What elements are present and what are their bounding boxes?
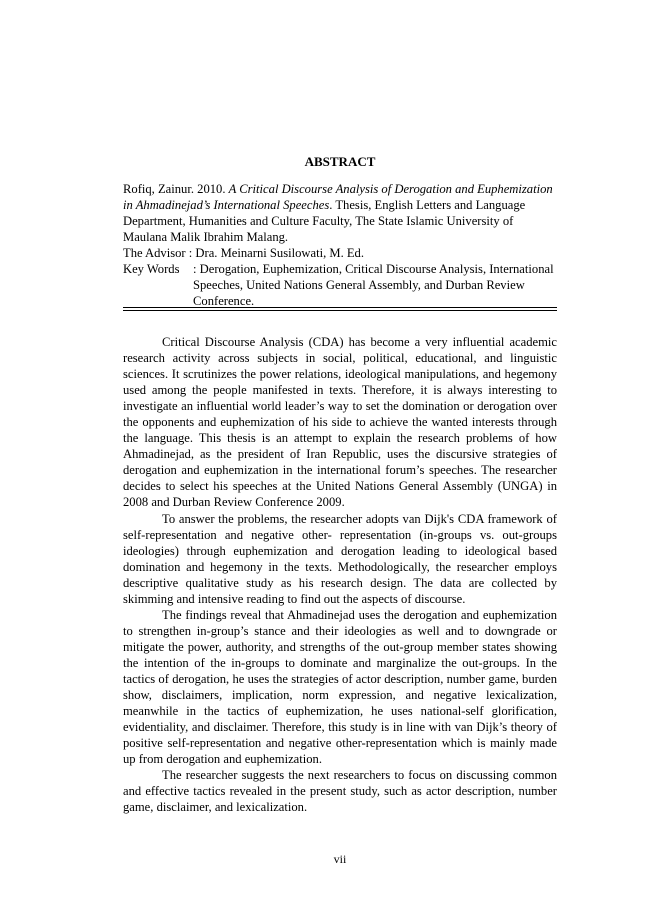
abstract-paragraph: To answer the problems, the researcher adopts van Dijk's CDA framework of self-representation and negative other- representation (in-groups vs. out-groups ideologies) through euphemization and derogation leading to ideological based domination and hegemony in the texts. Methodologically, the researcher employs descriptive qualitative study as his research design. The data are collected by skimming and intensive reading to find out the aspects of discourse. [123,511,557,606]
abstract-body [123,334,557,815]
keywords-label: Key Words [123,262,180,276]
divider-rule-top [123,307,557,308]
citation-details: . Thesis, English Letters and Language Department, Humanities and Culture Faculty, The State Islamic University of Maulana Malik Ibrahim Malang. [123,198,526,244]
citation-author-year: Rofiq, Zainur. 2010. [123,182,229,196]
abstract-title: ABSTRACT [304,154,376,169]
keywords-row [123,261,557,309]
citation-block [123,181,557,309]
citation-advisor: The Advisor : Dra. Meinarni Susilowati, M. Ed. [123,246,365,260]
abstract-paragraph: Critical Discourse Analysis (CDA) has become a very influential academic research activity across subjects in social, political, educational, and linguistic sciences. It scrutinizes the power relations, ideological manipulations, and hegemony used among the people manifested in texts. Therefore, it is always interesting to investigate an influential world leader’s way to set the domination or derogation over the opponents and euphemization of his side to achieve the wanted interests through the language. This thesis is an attempt to explain the research problems of how Ahmadinejad, as the president of Iran Republic, uses the discursive strategies of derogation and euphemization in the international forum’s speeches. The researcher decides to select his speeches at the United Nations General Assembly (UNGA) in 2008 and Durban Review Conference 2009. [123,335,557,510]
citation-reference [123,181,557,245]
keywords-text: : Derogation, Euphemization, Critical Discourse Analysis, International Speeches, United Nations General Assembly, and Durban Review Conference. [193,262,554,308]
divider-rule-bottom [123,310,557,311]
page-number: vii [333,852,347,866]
abstract-paragraph: The researcher suggests the next researchers to focus on discussing common and effective tactics revealed in the present study, such as actor description, number game, disclaimer, and lexicalization. [123,768,557,815]
citation-work-title: A Critical Discourse Analysis of Derogation and Euphemization in Ahmadinejad’s International Speeches [123,182,553,212]
abstract-paragraph: The findings reveal that Ahmadinejad uses the derogation and euphemization to strengthen in-group’s stance and their ideologies as well and to downgrade or mitigate the power, authority, and strengths of the out-group member states showing the intention of the in-groups to dominate and marginalize the out-groups. In the tactics of derogation, he uses the strategies of actor description, number game, burden show, disclaimers, implication, norm expression, and negative lexicalization, meanwhile in the tactics of euphemization, he uses national-self glorification, evidentiality, and disclaimer. Therefore, this study is in line with van Dijk’s theory of positive self-representation and negative other-representation which is mainly made up from derogation and euphemization. [123,607,557,767]
